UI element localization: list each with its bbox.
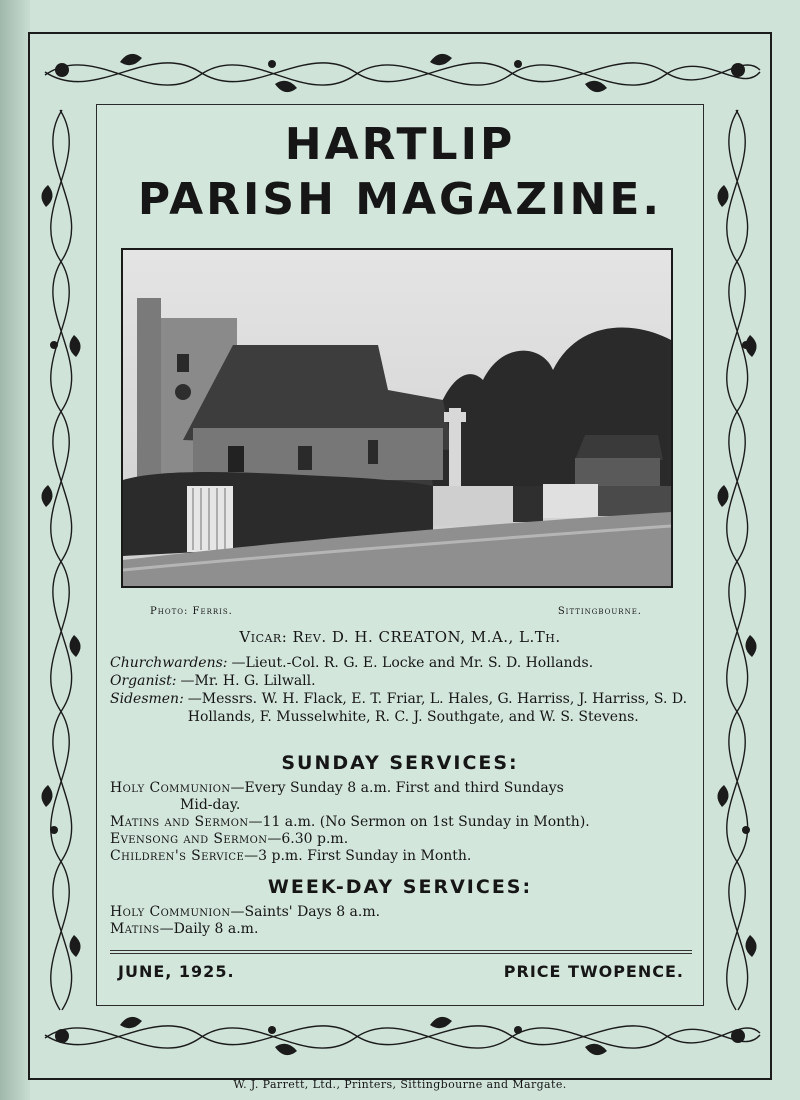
service-item (110, 831, 690, 848)
church-tower (137, 298, 161, 478)
right-scroll (729, 110, 748, 1010)
printer-imprint: W. J. Parrett, Ltd., Printers, Sittingbourne and Margate. (233, 1078, 567, 1091)
parish-officers (110, 654, 690, 726)
service-label: Holy Communion (110, 780, 231, 796)
service-item (110, 904, 690, 921)
top-scroll-2 (45, 63, 760, 82)
organist-row (110, 672, 690, 690)
churchwardens-text: —Lieut.-Col. R. G. E. Locke and Mr. S. D. Hollands. (231, 655, 594, 671)
vicar-name: Rev. D. H. CREATON, M.A., L.Th. (292, 628, 561, 646)
service-label: Holy Communion (110, 904, 231, 920)
divider-rule (110, 950, 692, 951)
vicar-label: Vicar: (239, 628, 288, 646)
organist-text: —Mr. H. G. Lilwall. (180, 673, 316, 689)
service-text: —Saints' Days 8 a.m. (230, 904, 381, 920)
left-scroll (53, 110, 72, 1010)
top-scroll (45, 65, 760, 85)
service-item (110, 814, 690, 831)
issue-date: JUNE, 1925. (118, 962, 235, 981)
organist-label: Organist: (110, 673, 177, 689)
sunday-services-heading: SUNDAY SERVICES: (281, 752, 519, 774)
sidesmen-label: Sidesmen: (110, 691, 184, 707)
bottom-scroll-2 (45, 1026, 760, 1045)
service-text: —11 a.m. (No Sermon on 1st Sunday in Month). (248, 814, 590, 830)
sidesmen-row (110, 690, 690, 726)
title-line-1: HARTLIP (284, 119, 516, 170)
churchwardens-label: Churchwardens: (110, 655, 228, 671)
service-continuation: Mid-day. (180, 797, 241, 813)
service-label: Evensong and Sermon (110, 831, 268, 847)
service-label: Matins and Sermon (110, 814, 249, 830)
churchwardens-row (110, 654, 690, 672)
church-photo (121, 248, 673, 588)
issue-price: PRICE TWOPENCE. (503, 962, 684, 981)
masthead (96, 118, 704, 228)
service-item (110, 780, 690, 814)
service-item (110, 848, 690, 865)
photo-credit: Photo: Ferris. (150, 606, 233, 617)
sidesmen-text: —Messrs. W. H. Flack, E. T. Friar, L. Hales, G. Harriss, J. Harriss, S. D. Hollands, F. Musselwhite, R. C. J. Southgate, and W. S. Stevens. (187, 691, 688, 725)
service-label: Children's Service (110, 848, 245, 864)
weekday-services-list (110, 904, 690, 938)
left-scroll-2 (51, 110, 69, 1010)
photo-location: Sittingbourne. (557, 606, 642, 617)
service-text: —6.30 p.m. (267, 831, 349, 847)
vicar-line (96, 628, 704, 646)
service-text: —Daily 8 a.m. (159, 921, 259, 937)
service-text: —3 p.m. First Sunday in Month. (244, 848, 472, 864)
divider-rule (110, 953, 692, 954)
title-line-2: PARISH MAGAZINE. (137, 174, 663, 225)
weekday-services-heading: WEEK-DAY SERVICES: (267, 876, 533, 898)
white-gate (187, 486, 233, 552)
sunday-services-list (110, 780, 690, 865)
bottom-scroll (45, 1028, 760, 1048)
church-photo-illustration (123, 250, 671, 586)
service-text: —Every Sunday 8 a.m. First and third Sundays (230, 780, 564, 796)
service-item (110, 921, 690, 938)
tower-clock (175, 384, 191, 400)
right-scroll-2 (727, 110, 745, 1010)
service-label: Matins (110, 921, 160, 937)
